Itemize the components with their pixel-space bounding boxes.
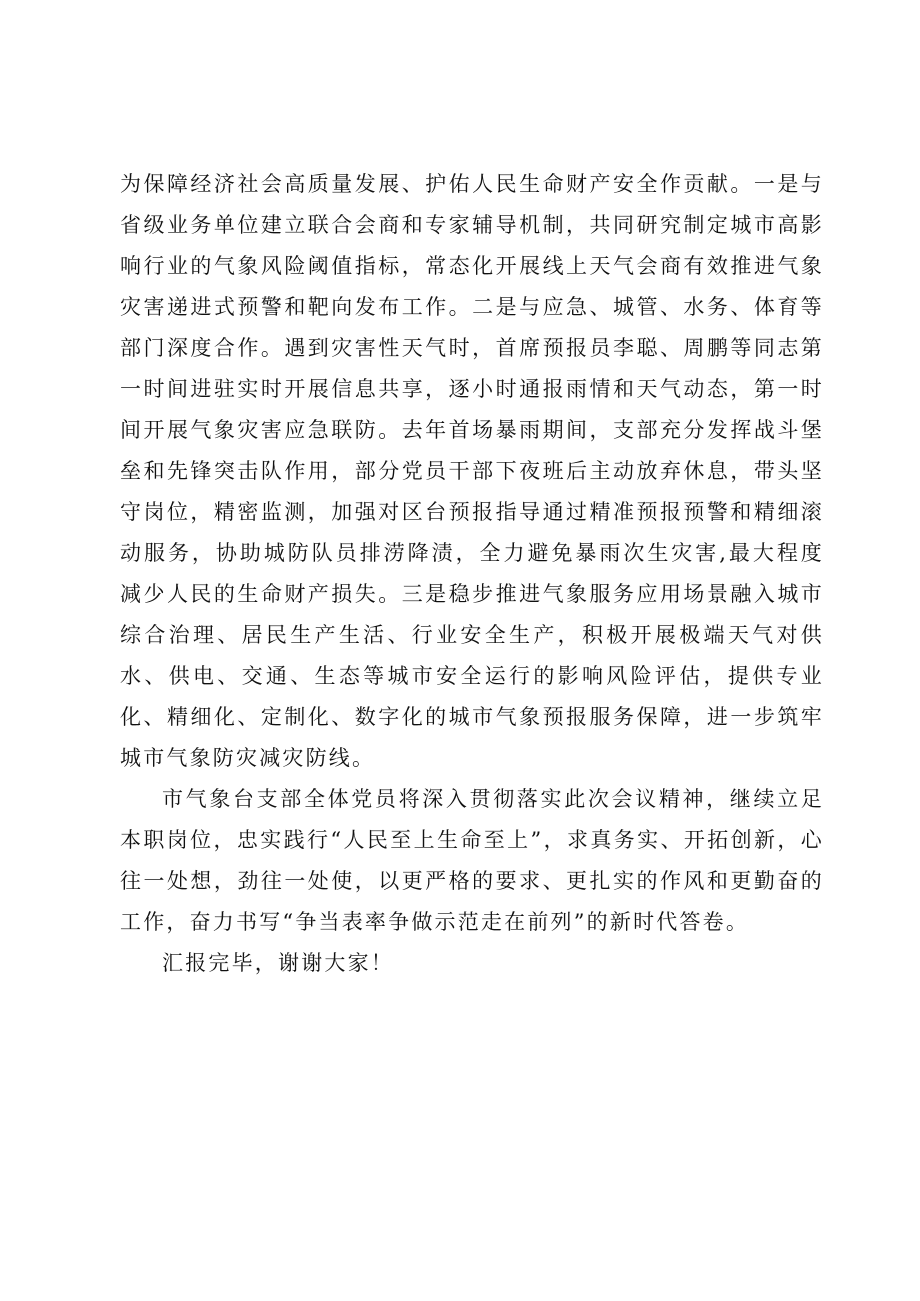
- paragraph-closing: 汇报完毕，谢谢大家！: [162, 951, 394, 975]
- paragraph-service-measures: 为保障经济社会高质量发展、护佑人民生命财产安全作贡献。一是与省级业务单位建立联合会商和专家辅导机制，共同研究制定城市高影响行业的气象风险阈值指标，常态化开展线上天气会商有效推进气象灾害递进式预警和靶向发布工作。二是与应急、城管、水务、体育等部门深度合作。遇到灾害性天气时，首席预报员李聪、周鹏等同志第一时间进驻实时开展信息共享，逐小时通报雨情和天气动态，第一时间开展气象灾害应急联防。去年首场暴雨期间，支部充分发挥战斗堡垒和先锋突击队作用，部分党员干部下夜班后主动放弃休息，带头坚守岗位，精密监测，加强对区台预报指导通过精准预报预警和精细滚动服务，协助城防队员排涝降渍，全力避免暴雨次生灾害,最大程度减少人民的生命财产损失。三是稳步推进气象服务应用场景融入城市综合治理、居民生产生活、行业安全生产，积极开展极端天气对供水、供电、交通、生态等城市安全运行的影响风险评估，提供专业化、精细化、定制化、数字化的城市气象预报服务保障，进一步筑牢城市气象防灾减灾防线。: [120, 172, 824, 770]
- document-body: [120, 164, 824, 984]
- paragraph-commitment: 市气象台支部全体党员将深入贯彻落实此次会议精神，继续立足本职岗位，忠实践行“人民至上生命至上”，求真务实、开拓创新，心往一处想，劲往一处使，以更严格的要求、更扎实的作风和更勤奋的工作，奋力书写“争当表率争做示范走在前列”的新时代答卷。: [120, 787, 824, 934]
